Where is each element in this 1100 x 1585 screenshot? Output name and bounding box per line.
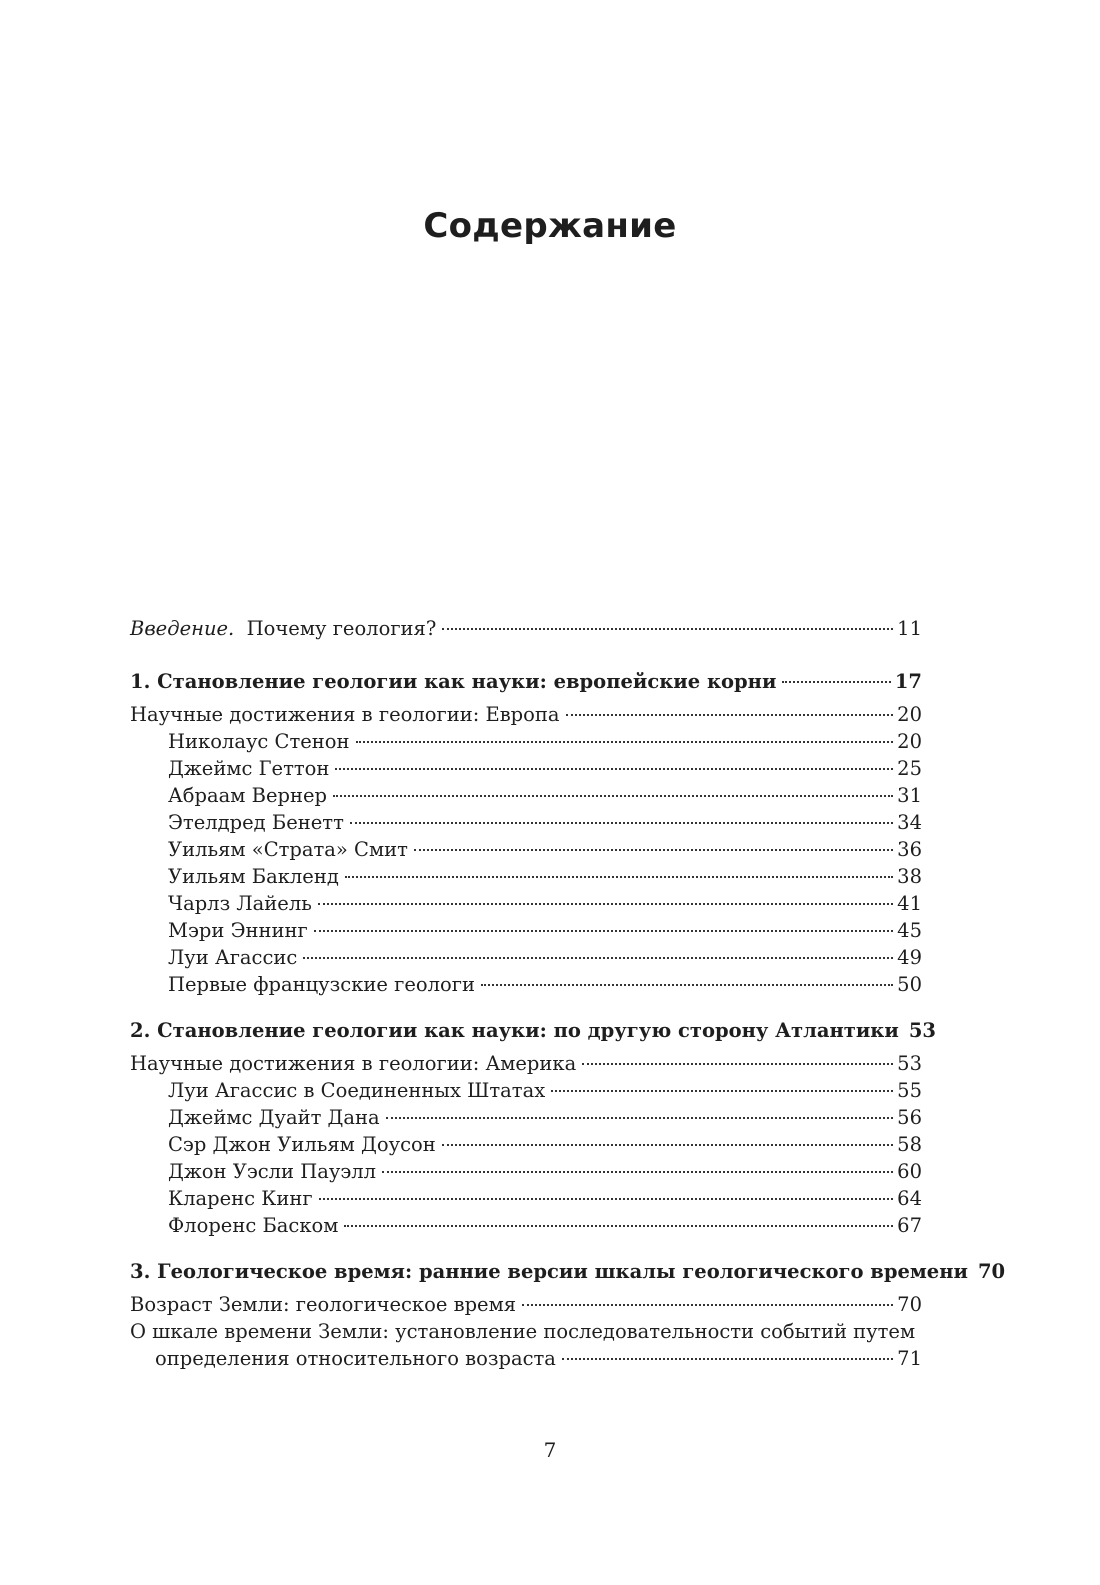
toc-entry-label: Джеймс Геттон <box>168 757 330 780</box>
toc-subentry[interactable] <box>130 917 922 944</box>
toc-entry-label: 2. Становление геологии как науки: по другую сторону Атлантики <box>130 1019 899 1042</box>
dot-leader <box>345 876 893 878</box>
toc-chapter-2[interactable] <box>130 1017 936 1044</box>
dot-leader <box>551 1090 893 1092</box>
toc-entry-label: Кларенс Кинг <box>168 1187 313 1210</box>
toc-page-number: 20 <box>897 703 922 726</box>
toc-entry-label: Джон Уэсли Пауэлл <box>168 1160 377 1183</box>
toc-page-number: 70 <box>897 1293 922 1316</box>
toc-entry-label: Научные достижения в геологии: Европа <box>130 703 560 726</box>
dot-leader <box>382 1171 893 1173</box>
dot-leader <box>522 1304 893 1306</box>
toc-subentry[interactable] <box>130 836 922 863</box>
dot-leader <box>386 1117 894 1119</box>
toc-subentry[interactable] <box>130 1104 922 1131</box>
toc-page-number: 71 <box>897 1347 922 1370</box>
toc-entry-label: Первые французские геологи <box>168 973 475 996</box>
toc-page-number: 31 <box>897 784 922 807</box>
toc-entry-label: Николаус Стенон <box>168 730 350 753</box>
dot-leader <box>350 822 893 824</box>
dot-leader <box>344 1225 893 1227</box>
toc-page-number: 60 <box>897 1160 922 1183</box>
dot-leader <box>314 930 893 932</box>
toc-page-number: 56 <box>897 1106 922 1129</box>
toc-entry-label: определения относительного возраста <box>155 1347 556 1370</box>
toc-entry-label: Уильям «Страта» Смит <box>168 838 408 861</box>
toc-page-number: 25 <box>897 757 922 780</box>
toc-subentry[interactable] <box>130 728 922 755</box>
toc-page-number: 64 <box>897 1187 922 1210</box>
toc-subentry[interactable] <box>130 1131 922 1158</box>
toc-section[interactable] <box>130 1291 922 1318</box>
dot-leader <box>319 1198 894 1200</box>
toc-page-number: 58 <box>897 1133 922 1156</box>
toc-entry-label: Научные достижения в геологии: Америка <box>130 1052 577 1075</box>
dot-leader <box>562 1358 893 1360</box>
toc-chapter-1[interactable] <box>130 668 922 695</box>
toc-page-number: 36 <box>897 838 922 861</box>
page-title: Содержание <box>423 206 677 246</box>
toc-section[interactable] <box>130 1050 922 1077</box>
toc-page-number: 34 <box>897 811 922 834</box>
toc-entry-label: Мэри Эннинг <box>168 919 308 942</box>
toc-entry-label: Сэр Джон Уильям Доусон <box>168 1133 436 1156</box>
toc-entry-label: Флоренс Баском <box>168 1214 339 1237</box>
dot-leader <box>442 1144 893 1146</box>
toc-subentry[interactable] <box>130 863 922 890</box>
toc-entry-label: Возраст Земли: геологическое время <box>130 1293 517 1316</box>
toc-subentry[interactable] <box>130 1077 922 1104</box>
toc-page-number: 53 <box>908 1019 936 1042</box>
toc-entry-label: Луи Агассис <box>168 946 298 969</box>
dot-leader <box>566 714 894 716</box>
toc-page-number: 50 <box>897 973 922 996</box>
toc-entry-label: Луи Агассис в Соединенных Штатах <box>168 1079 546 1102</box>
table-of-contents <box>130 615 1006 1372</box>
toc-entry-label: Чарлз Лайель <box>168 892 312 915</box>
toc-entry-label: 1. Становление геологии как науки: европейские корни <box>130 670 777 693</box>
dot-leader <box>782 681 890 683</box>
toc-page-number: 20 <box>897 730 922 753</box>
toc-entry-label: 3. Геологическое время: ранние версии шкалы геологического времени <box>130 1260 968 1283</box>
dot-leader <box>481 984 893 986</box>
dot-leader <box>318 903 893 905</box>
dot-leader <box>303 957 893 959</box>
toc-subentry[interactable] <box>130 890 922 917</box>
toc-page-number: 49 <box>897 946 922 969</box>
intro-label-text: Почему геология? <box>246 617 437 640</box>
toc-entry-label: Джеймс Дуайт Дана <box>168 1106 380 1129</box>
toc-section-multiline-first[interactable]: О шкале времени Земли: установление последовательности событий путем <box>130 1320 916 1343</box>
toc-chapter-3[interactable] <box>130 1258 1006 1285</box>
toc-page-number: 70 <box>977 1260 1006 1283</box>
toc-subentry[interactable] <box>130 971 922 998</box>
toc-page-number: 38 <box>897 865 922 888</box>
toc-page-number: 53 <box>897 1052 922 1075</box>
toc-entry-label: Этелдред Бенетт <box>168 811 344 834</box>
toc-entry-label: Уильям Бакленд <box>168 865 339 888</box>
toc-subentry[interactable] <box>130 782 922 809</box>
toc-section-multiline-cont[interactable] <box>130 1345 922 1372</box>
toc-page-number: 67 <box>897 1214 922 1237</box>
dot-leader <box>582 1063 893 1065</box>
toc-subentry[interactable] <box>130 1212 922 1239</box>
toc-page-number: 41 <box>897 892 922 915</box>
toc-page-number: 17 <box>894 670 922 693</box>
toc-page-number: 45 <box>897 919 922 942</box>
toc-section[interactable] <box>130 701 922 728</box>
page-number-footer: 7 <box>543 1438 557 1462</box>
toc-subentry[interactable] <box>130 809 922 836</box>
toc-entry-label <box>130 615 436 642</box>
toc-entry-intro[interactable] <box>130 615 922 642</box>
toc-subentry[interactable] <box>130 944 922 971</box>
dot-leader <box>414 849 893 851</box>
toc-page-number: 55 <box>897 1079 922 1102</box>
dot-leader <box>356 741 894 743</box>
intro-label-italic: Введение. <box>130 617 235 640</box>
toc-subentry[interactable] <box>130 1185 922 1212</box>
dot-leader <box>442 628 893 630</box>
toc-subentry[interactable] <box>130 1158 922 1185</box>
dot-leader <box>335 768 893 770</box>
toc-page-number: 11 <box>897 617 922 640</box>
toc-subentry[interactable] <box>130 755 922 782</box>
dot-leader <box>333 795 893 797</box>
toc-entry-label: Абраам Вернер <box>168 784 327 807</box>
